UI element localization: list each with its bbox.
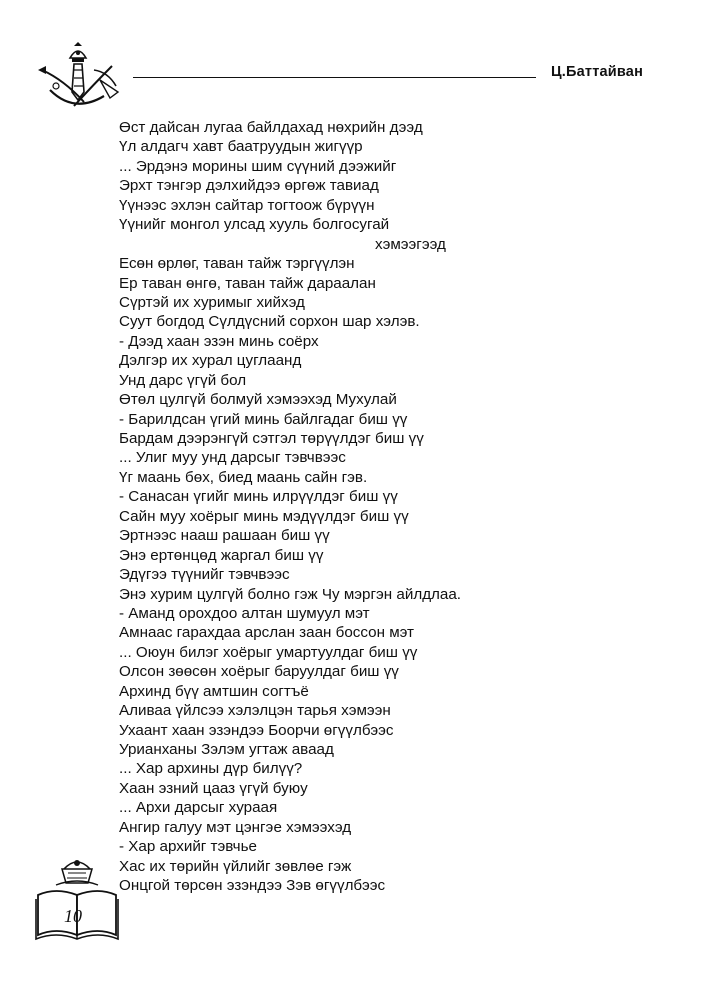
header-rule bbox=[133, 77, 536, 78]
poem-line: Олсон зөөсөн хоёрыг баруулдаг биш үү bbox=[119, 663, 399, 681]
poem-line: ... Улиг муу унд дарсыг тэвчвээс bbox=[119, 449, 346, 467]
poem-line: Дэлгэр их хурал цуглаанд bbox=[119, 352, 302, 370]
poem-line-continuation: хэмээгээд bbox=[375, 235, 446, 253]
poem-line: Өст дайсан лугаа байлдахад нөхрийн дээд bbox=[119, 119, 423, 136]
poem-line: - Дээд хаан эзэн минь соёрх bbox=[119, 332, 319, 350]
poem-line: Урианханы Зэлэм угтаж аваад bbox=[119, 741, 334, 758]
poem-line: ... Эрдэнэ морины шим сүүний дээжийг bbox=[119, 157, 397, 175]
poem-line: Өтөл цулгүй болмуй хэмээхэд Мухулай bbox=[119, 391, 397, 409]
poem-line: Онцгой төрсөн эзэндээ Зэв өгүүлбээс bbox=[119, 877, 386, 895]
poem-line: Эдүгээ түүнийг тэвчвээс bbox=[119, 566, 290, 584]
poem-line: - Хар архийг тэвчье bbox=[119, 838, 257, 856]
poem-line: Эртнээс нааш рашаан биш үү bbox=[119, 527, 330, 545]
poem-line: - Барилдсан үгий минь байлгадаг биш үү bbox=[119, 410, 408, 428]
poem-line: Ухаант хаан эзэндээ Боорчи өгүүлбээс bbox=[119, 721, 394, 739]
running-header-author: Ц.Баттайван bbox=[551, 64, 644, 80]
poem-line: Үүнээс эхлэн сайтар тогтоож бүрүүн bbox=[119, 196, 375, 214]
poem-line: Хаан эзний цааз үгүй буюу bbox=[119, 779, 308, 797]
page-number: 10 bbox=[64, 906, 82, 926]
poem-line: Суут богдод Сүлдүсний сорхон шар хэлэв. bbox=[119, 313, 420, 331]
poem-line: Сүртэй их хуримыг хийхэд bbox=[119, 293, 305, 311]
poem-line: Есөн өрлөг, таван тайж тэргүүлэн bbox=[119, 255, 355, 273]
poem-line: Энэ ертөнцөд жаргал биш үү bbox=[119, 546, 324, 564]
poem-line: Аливаа үйлсээ хэлэлцэн тарья хэмээн bbox=[119, 702, 391, 720]
poem-line: Бардам дээрэнгүй сэтгэл төрүүлдэг биш үү bbox=[119, 430, 424, 447]
poem-line: Сайн муу хоёрыг минь мэдүүлдэг биш үү bbox=[119, 507, 409, 525]
poem-body bbox=[119, 118, 539, 896]
poem-line: ... Хар архины дүр билүү? bbox=[119, 760, 303, 778]
poem-line: Үг маань бөх, биед маань сайн гэв. bbox=[119, 468, 368, 486]
poem-line: - Санасан үгийг минь илрүүлдэг биш үү bbox=[119, 488, 398, 506]
poem-line: Үл алдагч хавт баатруудын жигүүр bbox=[119, 138, 363, 156]
poem-line: ... Архи дарсыг хураая bbox=[119, 799, 278, 817]
helmet-emblem-icon bbox=[34, 40, 126, 112]
poem-line: Архинд бүү амтшин согтъё bbox=[119, 682, 309, 700]
poem-line: Үүнийг монгол улсад хууль болгосугай bbox=[119, 216, 390, 234]
poem-line: Эрхт тэнгэр дэлхийдээ өргөж тавиад bbox=[119, 177, 379, 195]
poem-line: Ангир галуу мэт цэнгэе хэмээхэд bbox=[119, 818, 352, 836]
poem-line: Унд дарс үгүй бол bbox=[119, 371, 247, 389]
poem-line: ... Оюун билэг хоёрыг умартуулдаг биш үү bbox=[119, 643, 418, 661]
poem-line: Хас их төрийн үйлийг зөвлөе гэж bbox=[119, 857, 352, 875]
poem-line: - Аманд орохдоо алтан шумуул мэт bbox=[119, 604, 370, 622]
poem-line: Ер таван өнгө, таван тайж дараалан bbox=[119, 274, 376, 292]
poem-line: Амнаас гарахдаа арслан заан боссон мэт bbox=[119, 624, 415, 642]
open-book-ornament-icon bbox=[34, 855, 120, 945]
poem-line: Энэ хурим цулгүй болно гэж Чу мэргэн айлдлаа. bbox=[119, 585, 462, 603]
